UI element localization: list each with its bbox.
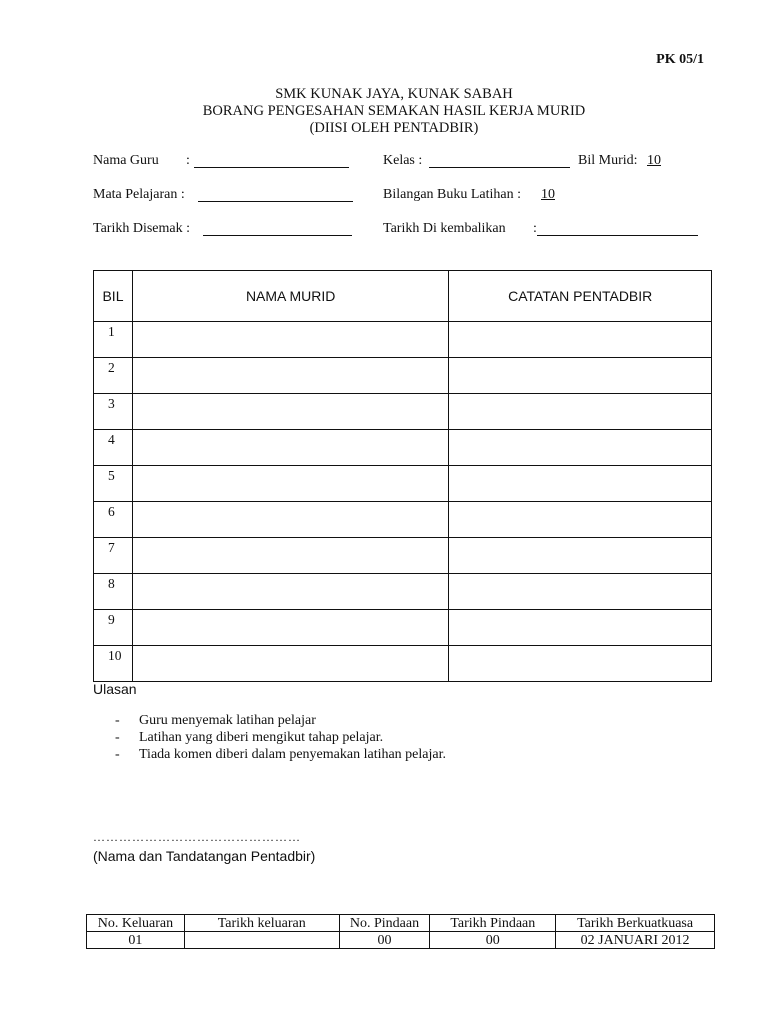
nama-murid-cell[interactable] [132,394,448,430]
signature-line[interactable]: ………………………………………… [93,830,301,844]
no-pindaan-value: 00 [339,932,430,949]
mata-pelajaran-field[interactable] [198,189,353,202]
tarikh-disemak-field[interactable] [203,223,352,236]
catatan-cell[interactable] [449,322,712,358]
catatan-cell[interactable] [449,466,712,502]
row-number: 8 [94,574,133,610]
nama-murid-cell[interactable] [132,502,448,538]
form-header [0,86,768,137]
tarikh-kembalikan-label: Tarikh Di kembalikan [383,221,506,236]
catatan-cell[interactable] [449,430,712,466]
ulasan-item: - Latihan yang diberi mengikut tahap pelajar. [115,730,384,745]
table-row [94,574,712,610]
row-number: 9 [94,610,133,646]
tarikh-kembalikan-colon: : [533,221,537,236]
col-header-nama-murid: NAMA MURID [132,271,448,322]
no-pindaan-header: No. Pindaan [339,915,430,932]
catatan-cell[interactable] [449,610,712,646]
bilangan-buku-label: Bilangan Buku Latihan : [383,187,522,202]
table-row [94,538,712,574]
control-value-row [87,932,715,949]
catatan-cell[interactable] [449,646,712,682]
catatan-cell[interactable] [449,538,712,574]
kelas-label: Kelas : [383,153,423,168]
table-row [94,358,712,394]
row-number: 6 [94,502,133,538]
tarikh-berkuatkuasa-value: 02 JANUARI 2012 [556,932,715,949]
nama-murid-cell[interactable] [132,466,448,502]
bilangan-buku-value: 10 [541,187,555,202]
row-number: 7 [94,538,133,574]
student-table [93,270,712,682]
col-header-catatan: CATATAN PENTADBIR [449,271,712,322]
table-row [94,502,712,538]
mata-pelajaran-label: Mata Pelajaran : [93,187,185,202]
nama-murid-cell[interactable] [132,358,448,394]
nama-guru-label: Nama Guru [93,153,159,168]
tarikh-kembalikan-field[interactable] [537,223,698,236]
nama-murid-cell[interactable] [132,574,448,610]
table-row [94,322,712,358]
row-number: 4 [94,430,133,466]
nama-guru-field[interactable] [194,155,349,168]
control-header-row [87,915,715,932]
tarikh-disemak-label: Tarikh Disemak : [93,221,190,236]
table-row [94,430,712,466]
nama-guru-colon: : [186,153,190,168]
table-row [94,394,712,430]
kelas-field[interactable] [429,155,570,168]
tarikh-keluaran-header: Tarikh keluaran [184,915,339,932]
tarikh-pindaan-header: Tarikh Pindaan [430,915,556,932]
table-row [94,646,712,682]
col-header-bil: BIL [94,271,133,322]
row-number: 10 [94,646,133,682]
signature-label: (Nama dan Tandatangan Pentadbir) [93,848,316,864]
row-number: 3 [94,394,133,430]
tarikh-keluaran-value [184,932,339,949]
row-number: 2 [94,358,133,394]
ulasan-list [115,712,446,763]
row-number: 5 [94,466,133,502]
ulasan-item: - Tiada komen diberi dalam penyemakan latihan pelajar. [115,747,446,762]
no-keluaran-value: 01 [87,932,185,949]
school-name: SMK KUNAK JAYA, KUNAK SABAH [275,86,513,102]
ulasan-title: Ulasan [93,681,137,697]
no-keluaran-header: No. Keluaran [87,915,185,932]
catatan-cell[interactable] [449,394,712,430]
nama-murid-cell[interactable] [132,610,448,646]
document-code: PK 05/1 [656,52,704,67]
row-number: 1 [94,322,133,358]
nama-murid-cell[interactable] [132,646,448,682]
ulasan-item: - Guru menyemak latihan pelajar [115,713,316,728]
table-header-row [94,271,712,322]
catatan-cell[interactable] [449,358,712,394]
bil-murid-value: 10 [647,153,661,168]
nama-murid-cell[interactable] [132,538,448,574]
nama-murid-cell[interactable] [132,430,448,466]
form-subtitle: (DIISI OLEH PENTADBIR) [309,120,479,136]
bil-murid-label: Bil Murid: [578,153,638,168]
table-row [94,610,712,646]
document-control-table [86,914,715,949]
nama-murid-cell[interactable] [132,322,448,358]
catatan-cell[interactable] [449,502,712,538]
catatan-cell[interactable] [449,574,712,610]
form-title: BORANG PENGESAHAN SEMAKAN HASIL KERJA MURID [202,103,586,119]
tarikh-berkuatkuasa-header: Tarikh Berkuatkuasa [556,915,715,932]
table-row [94,466,712,502]
tarikh-pindaan-value: 00 [430,932,556,949]
